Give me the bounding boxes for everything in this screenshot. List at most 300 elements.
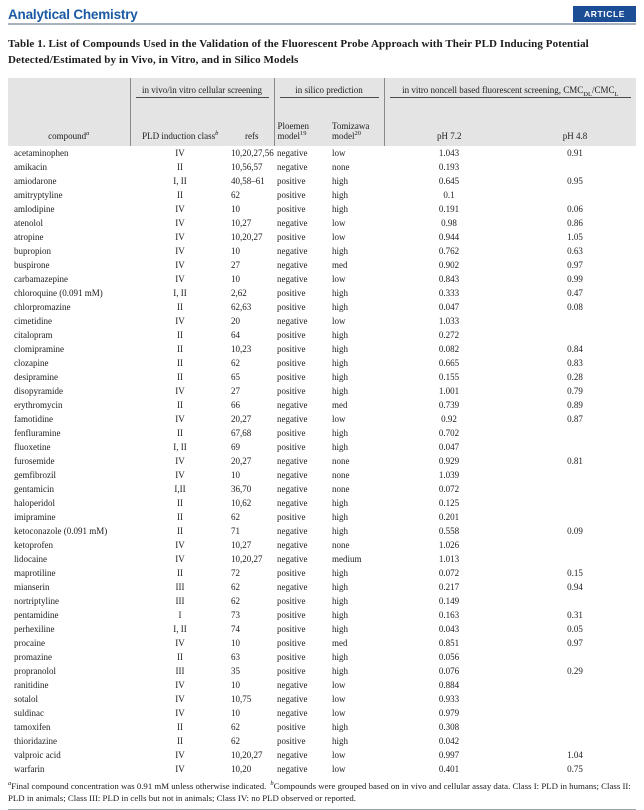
table-cell: I,II [174,483,186,494]
table-cell: high [332,175,349,186]
table-row [8,286,636,300]
table-cell: 0.401 [438,763,460,774]
table-cell: negative [277,273,308,284]
table-cell: citalopram [14,329,53,340]
group-header-row [8,78,636,101]
col-header-ph-48: pH 4.8 [562,130,588,141]
table-cell: 0.193 [438,161,460,172]
table-cell: negative [277,693,308,704]
table-cell: 0.28 [567,371,583,382]
table-row [8,636,636,650]
table-cell: 0.84 [567,343,583,354]
table-cell: 10,20,27 [231,553,263,564]
table-cell: IV [175,203,185,214]
table-cell: negative [277,483,308,494]
table-row [8,762,636,776]
table-cell: 0.15 [567,567,583,578]
table-cell: 0.83 [567,357,583,368]
table-cell: positive [277,567,306,578]
table-row [8,342,636,356]
table-cell: IV [175,147,185,158]
table-cell: 65 [231,371,240,382]
table-row [8,608,636,622]
table-cell [514,314,636,328]
table-cell [514,720,636,734]
table-cell: positive [277,385,306,396]
table-cell [514,706,636,720]
table-cell: 10,62 [231,497,252,508]
table-cell: low [332,763,346,774]
table-cell: famotidine [14,413,53,424]
table-cell: high [332,385,349,396]
table-row [8,412,636,426]
table-row [8,188,636,202]
table-cell: none [332,539,350,550]
table-cell: positive [277,427,306,438]
table-cell: positive [277,175,306,186]
table-cell: positive [277,371,306,382]
table-cell: positive [277,189,306,200]
table-cell: 0.902 [438,259,460,270]
table-cell: 1.013 [438,553,460,564]
table-row [8,678,636,692]
table-cell: pentamidine [14,609,59,620]
table-cell: 10 [231,637,240,648]
table-cell: II [177,329,183,340]
table-cell: 0.739 [438,399,460,410]
table-cell: 0.1 [443,189,455,200]
table-cell: med [332,637,348,648]
table-cell: 0.91 [567,147,583,158]
table-cell: sotalol [14,693,38,704]
table-cell: high [332,609,349,620]
table-cell: 73 [231,609,240,620]
table-cell: positive [277,511,306,522]
table-cell: IV [175,763,185,774]
table-cell: 0.072 [438,567,460,578]
table-row [8,300,636,314]
table-cell: 2,62 [231,287,247,298]
table-cell: negative [277,161,308,172]
table-cell [514,510,636,524]
table-row [8,272,636,286]
table-cell: III [175,581,185,592]
table-cell: 0.163 [438,609,460,620]
table-cell: 62 [231,189,240,200]
table-cell: amiodarone [14,175,57,186]
table-cell: low [332,707,346,718]
table-cell: high [332,371,349,382]
table-cell: imipramine [14,511,56,522]
table-cell: clozapine [14,357,49,368]
table-cell [514,594,636,608]
table-cell: 63 [231,651,240,662]
table-cell: II [177,357,183,368]
table-cell: carbamazepine [14,273,68,284]
table-cell: 27 [231,385,240,396]
table-cell: II [177,567,183,578]
table-cell: fenfluramine [14,427,61,438]
table-cell: 27 [231,259,240,270]
table-cell: 20,27 [231,455,252,466]
table-cell: negative [277,455,308,466]
table-cell: 1.001 [438,385,460,396]
table-cell: promazine [14,651,52,662]
table-cell: furosemide [14,455,55,466]
table-cell [514,468,636,482]
table-cell: 72 [231,567,240,578]
table-row [8,328,636,342]
table-cell: none [332,469,350,480]
table-cell: 0.851 [438,637,460,648]
table-cell [514,188,636,202]
table-cell: 0.558 [438,525,460,536]
table-cell: chloroquine (0.091 mM) [14,287,103,298]
masthead-rule [8,23,636,25]
table-cell: 0.08 [567,301,583,312]
table-cell: negative [277,217,308,228]
table-cell: 74 [231,623,240,634]
table-cell: 0.933 [438,693,460,704]
table-cell: 0.75 [567,763,583,774]
table-cell: high [332,721,349,732]
table-cell: gentamicin [14,483,54,494]
table-cell: 36,70 [231,483,252,494]
table-cell: low [332,217,346,228]
table-cell: high [332,511,349,522]
table-cell: 10 [231,245,240,256]
col-header-refs: refs [245,130,259,141]
table-cell: positive [277,343,306,354]
table-cell: 62 [231,595,240,606]
table-cell: 0.79 [567,385,583,396]
table-cell: IV [175,539,185,550]
table-cell: II [177,651,183,662]
table-cell: 0.047 [438,301,460,312]
compound-table [8,78,636,776]
table-cell: negative [277,553,308,564]
table-cell: cimetidine [14,315,52,326]
table-cell: low [332,679,346,690]
table-cell: 62,63 [231,301,252,312]
table-cell: 0.979 [438,707,460,718]
table-cell: 10,75 [231,693,252,704]
table-cell: ketoprofen [14,539,53,550]
table-cell: 62 [231,721,240,732]
table-cell: I, II [173,623,187,634]
table-cell: 0.043 [438,623,460,634]
table-cell: IV [175,469,185,480]
table-row [8,720,636,734]
table-cell: 0.056 [438,651,460,662]
table-cell: 10,23 [231,343,252,354]
table-cell: 64 [231,329,240,340]
journal-name: Analytical Chemistry [8,7,138,22]
table-row [8,202,636,216]
journal-masthead [8,0,636,22]
table-row [8,622,636,636]
table-cell: 0.155 [438,371,460,382]
table-cell: clomipramine [14,343,64,354]
table-cell: IV [175,413,185,424]
table-cell: erythromycin [14,399,63,410]
col-header-ph-72: pH 7.2 [384,101,514,146]
table-cell: negative [277,259,308,270]
table-cell: 0.87 [567,413,583,424]
table-cell: 0.29 [567,665,583,676]
table-cell: 35 [231,665,240,676]
table-cell: positive [277,203,306,214]
table-cell: 0.272 [438,329,460,340]
table-row [8,384,636,398]
table-cell: 10,20,27,56 [231,147,274,158]
table-cell: 0.98 [441,217,457,228]
table-cell [514,482,636,496]
table-cell: 10 [231,203,240,214]
table-cell: II [177,189,183,200]
table-cell: positive [277,609,306,620]
table-row [8,426,636,440]
table-cell: 0.149 [438,595,460,606]
table-cell: IV [175,693,185,704]
table-cell: low [332,231,346,242]
table-row [8,230,636,244]
table-row [8,146,636,160]
table-cell: negative [277,147,308,158]
table-cell: II [177,497,183,508]
table-cell: 1.033 [438,315,460,326]
table-cell: 0.702 [438,427,460,438]
table-cell: positive [277,329,306,340]
table-cell: high [332,665,349,676]
col-header-pld-class: PLD induction class$^b$ [130,101,230,146]
table-row [8,398,636,412]
table-cell: 10,20 [231,763,252,774]
table-cell: IV [175,245,185,256]
table-row [8,244,636,258]
table-cell: medium [332,553,362,564]
table-cell: 10 [231,679,240,690]
table-cell: IV [175,637,185,648]
table-cell: 0.95 [567,175,583,186]
table-cell: 1.04 [567,749,583,760]
table-cell: 0.06 [567,203,583,214]
table-cell: 0.94 [567,581,583,592]
table-cell: negative [277,469,308,480]
footnote-text-b: Compounds were grouped based on in vivo and cellular assay data. Class I: PLD in humans; Class II: PLD in animals; Class III: PLD in cells but not in animals; Class IV: no PLD observed or reported. [8,780,631,804]
table-cell: 40,58–61 [231,175,265,186]
table-cell: II [177,511,183,522]
table-cell: II [177,301,183,312]
table-cell [514,650,636,664]
table-cell: tamoxifen [14,721,51,732]
table-cell: negative [277,539,308,550]
table-cell: amlodipine [14,203,55,214]
col-header-ploemen-model: Ploemen model$^{19}$ [274,101,329,146]
table-cell: low [332,315,346,326]
table-cell: 10 [231,469,240,480]
table-cell: 0.97 [567,637,583,648]
table-cell [514,678,636,692]
table-cell [514,552,636,566]
table-row [8,216,636,230]
table-row [8,440,636,454]
table-cell: none [332,455,350,466]
table-cell: 0.97 [567,259,583,270]
col-header-tomizawa-model: Tomizawa model$^{20}$ [332,120,370,141]
table-cell [514,328,636,342]
table-cell: positive [277,595,306,606]
page-bottom-rule [8,809,636,810]
table-row [8,314,636,328]
table-cell: II [177,721,183,732]
table-cell: amikacin [14,161,47,172]
table-cell: 0.201 [438,511,460,522]
table-cell: 1.026 [438,539,460,550]
table-cell [514,538,636,552]
table-cell: 0.217 [438,581,460,592]
table-cell: gemfibrozil [14,469,56,480]
table-cell: high [332,357,349,368]
table-row [8,664,636,678]
table-row [8,734,636,748]
table-cell: 0.99 [567,273,583,284]
table-row [8,258,636,272]
table-cell [514,426,636,440]
table-cell: propranolol [14,665,56,676]
table-cell: valproic acid [14,749,61,760]
table-cell: 0.665 [438,357,460,368]
table-cell: positive [277,357,306,368]
table-cell [514,440,636,454]
group-header-spacer [8,78,130,101]
table-cell: I, II [173,175,187,186]
table-row [8,524,636,538]
table-cell: high [332,525,349,536]
table-cell: 0.333 [438,287,460,298]
table-cell: high [332,441,349,452]
table-cell: atropine [14,231,44,242]
table-cell: negative [277,413,308,424]
table-cell: high [332,567,349,578]
table-cell: 10,20,27 [231,231,263,242]
table-cell: 62 [231,735,240,746]
table-cell: 0.843 [438,273,460,284]
footnote-text-a: Final compound concentration was 0.91 mM unless otherwise indicated. [11,780,267,791]
table-row [8,160,636,174]
table-cell: chlorpromazine [14,301,71,312]
table-cell: 0.047 [438,441,460,452]
table-row [8,538,636,552]
group-header-cellular-screening: in vivo/in vitro cellular screening [130,78,274,101]
table-cell: 0.645 [438,175,460,186]
table-cell: negative [277,497,308,508]
table-cell: negative [277,707,308,718]
table-cell: II [177,427,183,438]
table-cell: IV [175,385,185,396]
table-cell: IV [175,217,185,228]
table-cell [514,160,636,174]
table-cell: 10,20,27 [231,749,263,760]
table-cell: high [332,623,349,634]
table-row [8,594,636,608]
table-cell: negative [277,749,308,760]
col-header-compound: compound$^a$ [48,129,90,141]
article-type-badge: ARTICLE [573,6,636,22]
table-cell: perhexiline [14,623,55,634]
table-cell: suldinac [14,707,44,718]
table-row [8,370,636,384]
table-cell: 71 [231,525,240,536]
table-cell: high [332,329,349,340]
table-head [8,78,636,146]
table-cell: disopyramide [14,385,63,396]
table-cell: IV [175,273,185,284]
table-cell [514,496,636,510]
table-cell: negative [277,763,308,774]
table-cell: IV [175,315,185,326]
table-cell: fluoxetine [14,441,51,452]
table-cell: acetaminophen [14,147,69,158]
table-cell: none [332,483,350,494]
table-cell: I, II [173,287,187,298]
table-cell: positive [277,301,306,312]
table-cell: II [177,735,183,746]
table-footnote: $^a$Final compound concentration was 0.91 mM unless otherwise indicated. $^b$Compounds were grouped based on in vivo and cellular assay data. Class I: PLD in humans; Class II: PLD in animals; Class III: PLD in cells but not in animals; Class IV: no PLD observed or reported. [8,779,631,804]
table-cell: none [332,161,350,172]
table-cell: 0.042 [438,735,460,746]
table-cell: atenolol [14,217,43,228]
table-cell: 0.125 [438,497,460,508]
table-row [8,174,636,188]
table-cell: bupropion [14,245,51,256]
table-cell: high [332,427,349,438]
table-cell: 0.31 [567,609,583,620]
table-cell: positive [277,287,306,298]
table-cell: amitryptyline [14,189,63,200]
table-cell: positive [277,735,306,746]
table-cell: 0.86 [567,217,583,228]
table-cell: 0.47 [567,287,583,298]
table-cell: desipramine [14,371,58,382]
table-row [8,468,636,482]
table-cell: IV [175,231,185,242]
table-cell: II [177,371,183,382]
table-cell: positive [277,441,306,452]
table-cell: 0.63 [567,245,583,256]
table-cell: 0.09 [567,525,583,536]
table-cell: 0.929 [438,455,460,466]
table-cell: ranitidine [14,679,49,690]
table-cell: procaine [14,637,45,648]
table-cell: high [332,189,349,200]
table-cell: negative [277,525,308,536]
table-cell: med [332,259,348,270]
table-cell: IV [175,259,185,270]
table-cell: 0.191 [438,203,460,214]
table-cell: high [332,287,349,298]
table-cell: high [332,595,349,606]
table-cell: IV [175,553,185,564]
table-cell: positive [277,623,306,634]
table-cell: 1.039 [438,469,460,480]
table-cell: lidocaine [14,553,47,564]
table-cell: 67,68 [231,427,252,438]
table-cell: II [177,399,183,410]
table-cell: negative [277,245,308,256]
column-header-row [8,101,636,146]
group-header-noncell-fluorescent: in vitro noncell based fluorescent screening, $CMC_{DL}/CMC_L$ [384,78,636,101]
